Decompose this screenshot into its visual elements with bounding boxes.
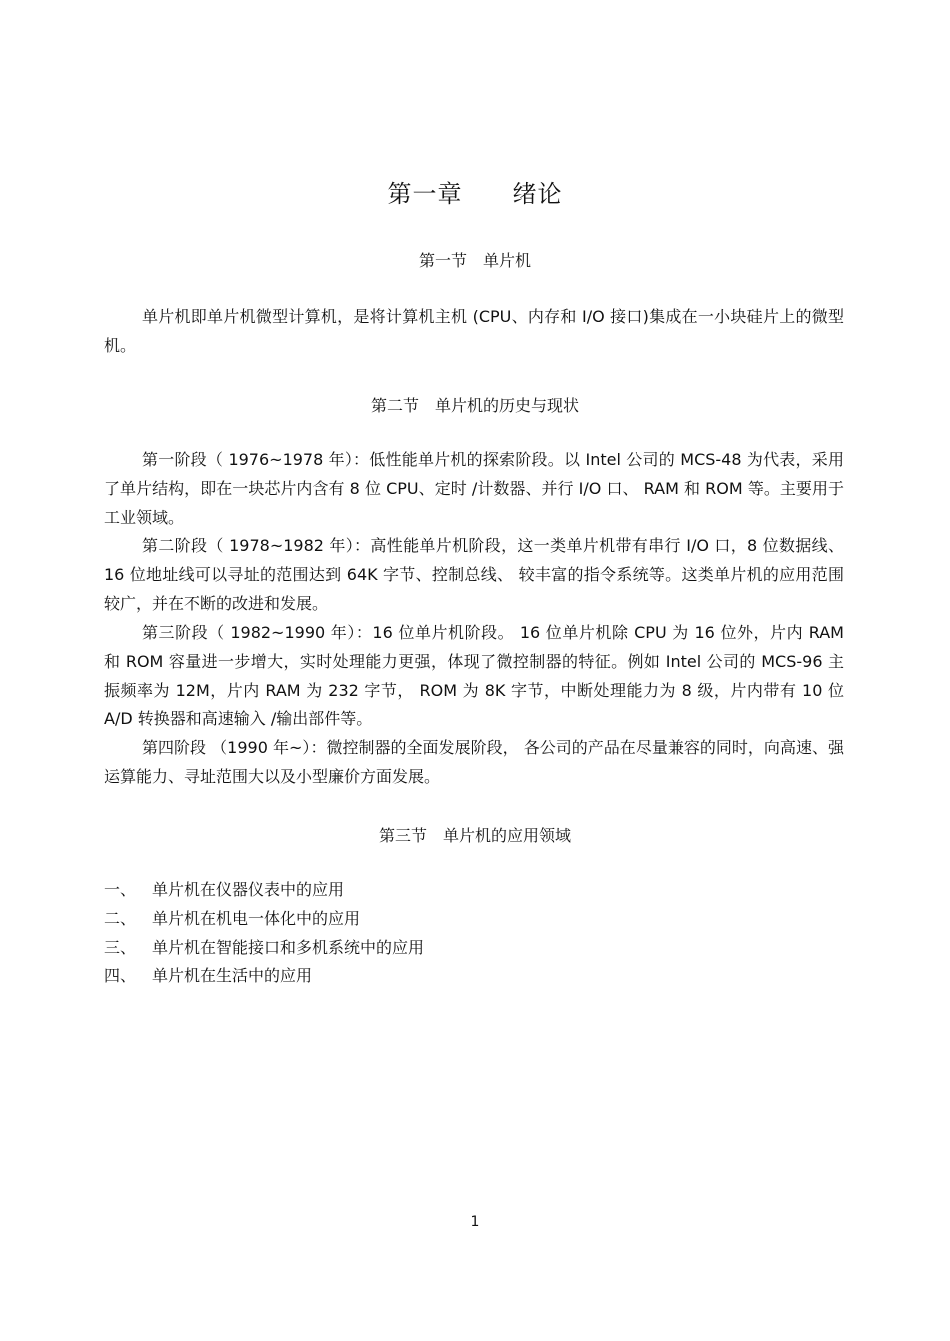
stage-1-paragraph: 第一阶段（ 1976~1978 年）：低性能单片机的探索阶段。以 Intel 公司的 MCS-48 为代表，采用了单片结构，即在一块芯片内含有 8 位 CPU、定时 /计数器、并行 I/O 口、 RAM 和 ROM 等。主要用于工业领域。: [104, 450, 844, 527]
list-item: [104, 962, 804, 991]
chapter-title: 第一章 绪论: [387, 180, 563, 208]
list-item-text: 单片机在机电一体化中的应用: [152, 908, 361, 928]
section-heading-2: 第二节 单片机的历史与现状: [370, 396, 579, 415]
stage-2-paragraph: 第二阶段（ 1978~1982 年）：高性能单片机阶段，这一类单片机带有串行 I/O 口，8 位数据线、 16 位地址线可以寻址的范围达到 64K 字节、控制总线、 较丰富的指令系统等。这类单片机的应用范围较广，并在不断的改进和发展。: [104, 536, 844, 613]
section-1-paragraph: 单片机即单片机微型计算机，是将计算机主机 (CPU、内存和 I/O 接口)集成在一小块硅片上的微型机。: [104, 307, 844, 355]
application-list: [104, 876, 804, 991]
list-item-text: 单片机在仪器仪表中的应用: [152, 880, 345, 899]
list-item: [104, 934, 804, 963]
list-item-text: 单片机在智能接口和多机系统中的应用: [152, 937, 425, 957]
list-item: [104, 905, 804, 934]
stage-3-paragraph: 第三阶段（ 1982~1990 年）：16 位单片机阶段。 16 位单片机除 CPU 为 16 位外，片内 RAM 和 ROM 容量进一步增大，实时处理能力更强，体现了微控制器的特征。例如 Intel 公司的 MCS-96 主振频率为 12M，片内 RAM 为 232 字节， ROM 为 8K 字节，中断处理能力为 8 级，片内带有 10 位 A/D 转换器和高速输入 /输出部件等。: [104, 623, 844, 729]
stage-4-paragraph: 第四阶段 （1990 年~）：微控制器的全面发展阶段， 各公司的产品在尽量兼容的同时，向高速、强运算能力、寻址范围大以及小型廉价方面发展。: [104, 738, 844, 786]
list-item: [104, 876, 804, 905]
list-item-number: 三、: [104, 937, 137, 957]
section-heading-3: 第三节 单片机的应用领域: [378, 826, 571, 845]
page-number: 1: [470, 1214, 480, 1230]
list-item-number: 二、: [104, 908, 137, 928]
list-item-number: 一、: [104, 880, 137, 899]
section-heading-1: 第一节 单片机: [418, 251, 531, 270]
list-item-text: 单片机在生活中的应用: [152, 966, 313, 986]
list-item-number: 四、: [104, 966, 137, 986]
